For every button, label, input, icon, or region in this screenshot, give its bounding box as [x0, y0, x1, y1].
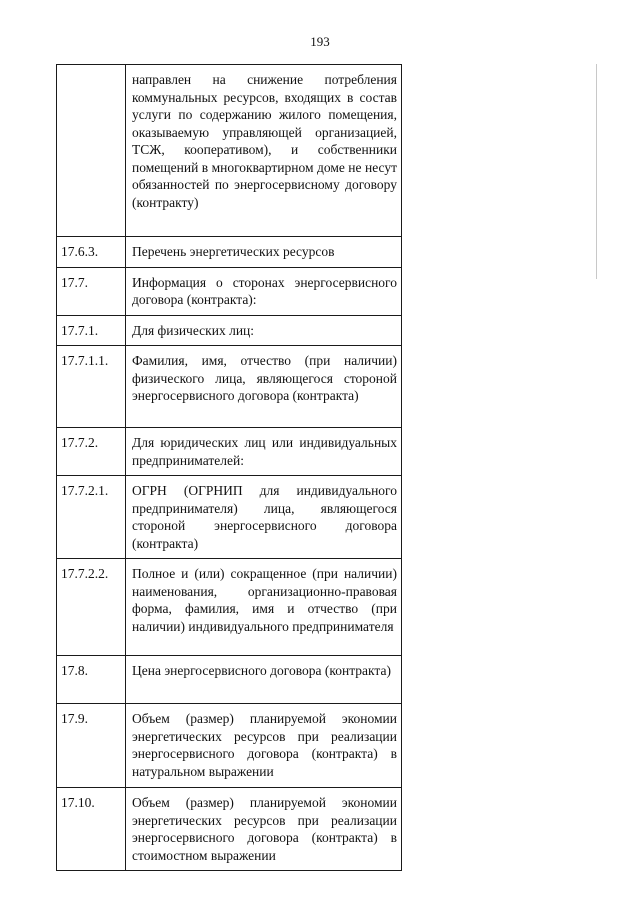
row-code: 17.7.2.1. [57, 476, 126, 559]
row-code [57, 65, 126, 237]
table-row [57, 428, 402, 476]
table-row [57, 65, 402, 237]
row-code: 17.7. [57, 267, 126, 315]
page-number: 193 [310, 34, 330, 49]
table-row [57, 656, 402, 704]
row-code: 17.7.2. [57, 428, 126, 476]
row-code: 17.10. [57, 788, 126, 871]
row-text: направлен на снижение потребления коммунальных ресурсов, входящих в состав услуги по содержанию жилого помещения, оказываемую управляющей организацией, ТСЖ, кооперативом), и собственники помещений в многоквартирном доме не несут обязанностей по энергосервисному договору (контракту) [126, 65, 402, 237]
row-text: Цена энергосервисного договора (контракта) [126, 656, 402, 704]
table-row [57, 267, 402, 315]
table-row [57, 704, 402, 788]
row-code: 17.7.1.1. [57, 346, 126, 428]
row-text: Фамилия, имя, отчество (при наличии) физического лица, являющегося стороной энергосервисного договора (контракта) [126, 346, 402, 428]
table-row [57, 315, 402, 346]
row-text: Для юридических лиц или индивидуальных предпринимателей: [126, 428, 402, 476]
row-text: Полное и (или) сокращенное (при наличии) наименования, организационно-правовая форма, фамилия, имя и отчество (при наличии) индивидуального предпринимателя [126, 559, 402, 656]
document-table [56, 64, 402, 871]
scan-artifact-line [596, 64, 597, 279]
row-text: Для физических лиц: [126, 315, 402, 346]
table-row [57, 788, 402, 871]
row-text: Объем (размер) планируемой экономии энергетических ресурсов при реализации энергосервисного договора (контракта) в стоимостном выражении [126, 788, 402, 871]
table-row [57, 237, 402, 268]
row-code: 17.7.1. [57, 315, 126, 346]
row-code: 17.7.2.2. [57, 559, 126, 656]
row-text: Информация о сторонах энергосервисного договора (контракта): [126, 267, 402, 315]
table-row [57, 346, 402, 428]
table-row [57, 559, 402, 656]
row-text: ОГРН (ОГРНИП для индивидуального предпринимателя) лица, являющегося стороной энергосервисного договора (контракта) [126, 476, 402, 559]
row-text: Перечень энергетических ресурсов [126, 237, 402, 268]
row-text: Объем (размер) планируемой экономии энергетических ресурсов при реализации энергосервисного договора (контракта) в натуральном выражении [126, 704, 402, 788]
table-row [57, 476, 402, 559]
row-code: 17.8. [57, 656, 126, 704]
row-code: 17.6.3. [57, 237, 126, 268]
row-code: 17.9. [57, 704, 126, 788]
